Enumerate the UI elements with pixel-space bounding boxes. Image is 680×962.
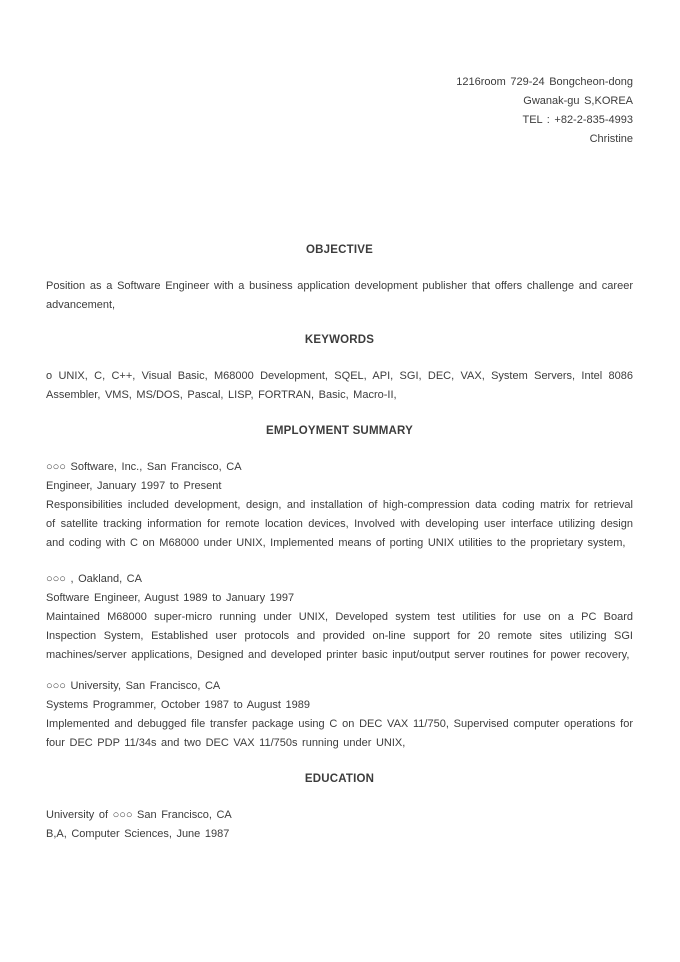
address-line-city: Gwanak-gu S,KOREA bbox=[523, 95, 633, 107]
job-description: Implemented and debugged file transfer package using C on DEC VAX 11/750, Supervised computer operations for four DEC PDP 11/34s and two DEC VAX 11/750s running under UNIX, bbox=[46, 718, 633, 749]
job-description: Maintained M68000 super-micro running under UNIX, Developed system test utilities for use on a PC Board Inspection System, Established user protocols and provided on-line support for 20 remote sites utilizing SGI machines/server applications, Designed and developed printer basic input/output server routines for power recovery, bbox=[46, 611, 633, 661]
section-heading-employment-summary: EMPLOYMENT SUMMARY bbox=[266, 425, 413, 437]
job-title: Engineer, January 1997 to Present bbox=[46, 480, 222, 492]
education-block bbox=[46, 806, 633, 844]
job-employer: ○○○ University, San Francisco, CA bbox=[46, 680, 221, 692]
address-line-name: Christine bbox=[589, 133, 633, 145]
job-entry bbox=[46, 570, 633, 665]
job-employer: ○○○ Software, Inc., San Francisco, CA bbox=[46, 461, 242, 473]
section-heading-objective: OBJECTIVE bbox=[306, 244, 373, 256]
address-line-phone: TEL : +82-2-835-4993 bbox=[522, 114, 633, 126]
job-employer: ○○○ , Oakland, CA bbox=[46, 573, 142, 585]
job-title: Systems Programmer, October 1987 to August 1989 bbox=[46, 699, 310, 711]
job-title: Software Engineer, August 1989 to January 1997 bbox=[46, 592, 295, 604]
address-line-street: 1216room 729-24 Bongcheon-dong bbox=[456, 76, 633, 88]
job-entry bbox=[46, 677, 633, 753]
job-entry bbox=[46, 458, 633, 553]
job-description: Responsibilities included development, design, and installation of high-compression data coding matrix for retrieval of satellite tracking information for remote location devices, Involved with developing user interface utilizing design and coding with C on M68000 under UNIX, Implemented means of porting UNIX utilities to the proprietary system, bbox=[46, 499, 633, 549]
section-heading-education: EDUCATION bbox=[304, 773, 375, 785]
address-block bbox=[46, 0, 633, 149]
objective-paragraph: Position as a Software Engineer with a business application development publisher that offers challenge and career advancement, bbox=[46, 280, 633, 311]
education-school-line: University of ○○○ San Francisco, CA bbox=[46, 809, 232, 821]
education-degree-line: B,A, Computer Sciences, June 1987 bbox=[46, 828, 230, 840]
section-heading-keywords: KEYWORDS bbox=[304, 334, 375, 346]
keywords-paragraph: o UNIX, C, C++, Visual Basic, M68000 Development, SQEL, API, SGI, DEC, VAX, System Servers, Intel 8086 Assembler, VMS, MS/DOS, Pascal, LISP, FORTRAN, Basic, Macro-II, bbox=[46, 370, 633, 401]
